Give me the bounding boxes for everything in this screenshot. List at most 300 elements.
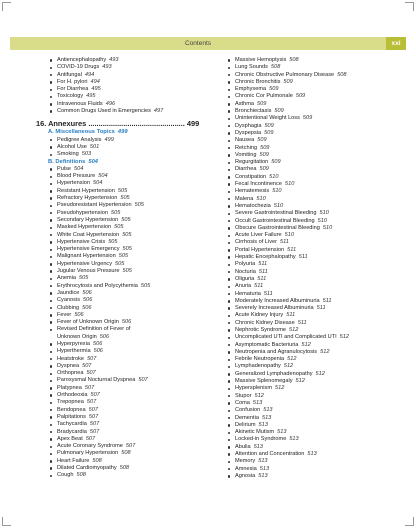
bullet-icon [50, 205, 52, 207]
toc-entry-page: 510 [322, 224, 333, 231]
toc-entry[interactable] [48, 414, 218, 421]
bullet-icon [50, 197, 52, 199]
toc-entry-page: 508 [121, 450, 131, 457]
bullet-icon [228, 205, 230, 207]
toc-entry-page: 506 [93, 348, 103, 355]
toc-entry[interactable] [226, 196, 396, 203]
toc-entry[interactable] [48, 210, 218, 217]
toc-entry[interactable] [226, 247, 396, 254]
toc-entry[interactable] [226, 239, 396, 246]
toc-entry[interactable] [48, 72, 218, 79]
bullet-icon [50, 380, 52, 382]
toc-entry-page: 507 [85, 435, 96, 442]
bullet-icon [228, 191, 230, 193]
toc-entry[interactable] [48, 188, 218, 195]
toc-entry-page: 512 [301, 341, 311, 348]
toc-entry[interactable] [226, 407, 396, 414]
toc-entry-label: Massive Splenomegaly [235, 378, 293, 385]
toc-entry[interactable] [226, 86, 396, 93]
toc-entry[interactable] [48, 101, 218, 108]
bullet-icon [228, 329, 230, 331]
toc-entry-label: Erythrocytosis and Polycythemia [57, 282, 138, 289]
toc-entry[interactable] [226, 385, 396, 392]
toc-entry-label: Cirrhosis of Liver [235, 239, 277, 246]
toc-entry-label: Portal Hypertension [235, 246, 285, 253]
toc-entry-page: 507 [84, 384, 95, 391]
toc-entry-label: Resistant Hypertension [57, 187, 115, 194]
toc-entry[interactable] [48, 224, 218, 231]
toc-entry-page: 505 [122, 246, 132, 253]
toc-entry-page: 509 [269, 86, 279, 93]
bullet-icon [228, 242, 230, 244]
toc-entry-label: Hypertension [57, 180, 90, 187]
toc-entry[interactable] [48, 151, 218, 158]
toc-entry-page: 505 [114, 224, 124, 231]
toc-entry[interactable] [48, 217, 218, 224]
toc-entry[interactable] [226, 415, 396, 422]
header-title: Contents [184, 40, 212, 47]
toc-entry-page: 510 [273, 202, 284, 209]
bullet-icon [50, 438, 52, 440]
bullet-icon [228, 402, 230, 404]
bullet-icon [50, 358, 52, 360]
toc-entry[interactable] [226, 400, 396, 407]
toc-entry[interactable] [48, 377, 218, 384]
toc-entry-label: Fever of Unknown Origin [57, 319, 119, 326]
toc-entry-page: 511 [287, 246, 297, 253]
toc-entry-page: 507 [89, 421, 100, 428]
toc-entry[interactable] [226, 166, 396, 173]
toc-entry[interactable] [48, 137, 218, 144]
toc-entry-page: 505 [117, 187, 128, 194]
toc-entry-label: Hematemesis [235, 188, 270, 195]
bullet-icon [228, 249, 230, 251]
toc-entry-page: 513 [258, 458, 268, 465]
bullet-icon [50, 219, 52, 221]
bullet-icon [228, 293, 230, 295]
toc-entry[interactable] [48, 290, 218, 297]
toc-entry-page: 506 [121, 319, 132, 326]
bullet-icon [50, 402, 52, 404]
bullet-icon [50, 321, 52, 323]
toc-entry-label: Asymptomatic Bacteriuria [235, 341, 299, 348]
toc-entry-page: 495 [86, 93, 96, 100]
bullet-icon [50, 446, 52, 448]
bullet-icon [50, 89, 52, 91]
toc-entry[interactable] [48, 385, 218, 392]
toc-entry-page: 506 [82, 289, 92, 296]
bullet-icon [228, 176, 230, 178]
chapter-leader: ............................................... [88, 119, 187, 129]
toc-entry[interactable] [226, 473, 396, 480]
bullet-icon [228, 198, 230, 200]
toc-entry[interactable] [226, 334, 396, 341]
toc-entry[interactable] [48, 319, 218, 326]
toc-entry-label: Regurgitation [235, 159, 269, 166]
toc-entry[interactable] [226, 64, 396, 71]
toc-entry-page: 509 [264, 122, 274, 129]
toc-entry[interactable] [226, 305, 396, 312]
toc-entry[interactable] [48, 246, 218, 253]
toc-entry-page: 512 [283, 363, 294, 370]
toc-entry[interactable] [48, 195, 218, 202]
toc-entry[interactable] [226, 225, 396, 232]
toc-entry-page: 511 [279, 239, 289, 246]
toc-entry-page: 511 [286, 312, 296, 319]
toc-entry-page: 505 [134, 202, 144, 209]
toc-entry-label: Generalized Lymphadenopathy [235, 370, 313, 377]
bullet-icon [228, 432, 230, 434]
chapter-heading[interactable] [36, 119, 218, 128]
contents-column-right [226, 57, 396, 480]
toc-entry-label: Chronic Obstructive Pulmonary Disease [235, 71, 335, 78]
toc-entry[interactable] [48, 239, 218, 246]
toc-entry-page: 509 [256, 100, 267, 107]
toc-entry-label: Trepopnea [57, 399, 84, 406]
toc-entry-label: Orthopnea [57, 370, 84, 377]
toc-entry[interactable] [48, 407, 218, 414]
toc-entry-page: 513 [263, 407, 273, 414]
section-heading-a[interactable] [48, 129, 218, 136]
toc-entry[interactable] [226, 283, 396, 290]
toc-entry-page: 504 [92, 180, 103, 187]
toc-entry-label: Chronic Cor Pulmonale [235, 93, 293, 100]
bullet-icon [50, 212, 52, 214]
toc-entry[interactable] [48, 305, 218, 312]
toc-entry[interactable] [226, 276, 396, 283]
toc-entry-label: Diarrhea [235, 166, 257, 173]
toc-entry[interactable] [48, 363, 218, 370]
toc-entry[interactable] [48, 399, 218, 406]
toc-entry-page: 507 [87, 355, 97, 362]
toc-entry[interactable] [226, 130, 396, 137]
toc-entry-label: Amnesia [235, 465, 257, 472]
toc-entry-label: Heatstroke [57, 355, 85, 362]
toc-entry[interactable] [226, 145, 396, 152]
toc-entry-page: 497 [153, 108, 164, 115]
toc-entry[interactable] [226, 342, 396, 349]
toc-entry[interactable] [226, 444, 396, 451]
toc-entry-label: Bendopnea [57, 406, 86, 413]
toc-entry[interactable] [226, 466, 396, 473]
toc-entry[interactable] [48, 166, 218, 173]
toc-entry-page: 507 [88, 406, 98, 413]
toc-entry[interactable] [48, 268, 218, 275]
section-heading-b[interactable] [48, 159, 218, 166]
toc-entry-page: 512 [320, 348, 330, 355]
toc-entry[interactable] [48, 108, 218, 115]
toc-entry[interactable] [226, 108, 396, 115]
bullet-icon [228, 59, 230, 61]
toc-entry-label: Severe Gastrointestinal Bleeding [235, 210, 317, 217]
toc-entry-label: Hypersplenism [235, 385, 272, 392]
toc-entry-label: Clubbing [57, 304, 80, 311]
toc-entry[interactable] [226, 152, 396, 159]
bullet-icon [228, 380, 230, 382]
bullet-icon [50, 365, 52, 367]
toc-entry[interactable] [226, 298, 396, 305]
toc-entry[interactable] [48, 57, 218, 64]
toc-entry-page: 513 [258, 472, 268, 479]
toc-entry[interactable] [226, 174, 396, 181]
bullet-icon [228, 140, 230, 142]
toc-entry[interactable] [48, 79, 218, 86]
toc-entry[interactable] [48, 180, 218, 187]
toc-entry[interactable] [48, 429, 218, 436]
toc-entry[interactable] [48, 370, 218, 377]
bullet-icon [228, 125, 230, 127]
toc-entry-page: 512 [287, 356, 297, 363]
toc-entry-label: Dyspnea [57, 362, 80, 369]
bullet-icon [228, 67, 230, 69]
toc-entry-label: Dyspepsia [235, 129, 262, 136]
toc-entry-label: For H. pylori [57, 78, 88, 85]
toc-entry[interactable] [226, 210, 396, 217]
bullet-icon [228, 322, 230, 324]
bullet-icon [50, 292, 52, 294]
bullet-icon [228, 475, 230, 477]
bullet-icon [228, 424, 230, 426]
toc-entry-page: 505 [111, 209, 121, 216]
toc-entry[interactable] [226, 181, 396, 188]
toc-entry[interactable] [48, 472, 218, 479]
toc-entry-page: 505 [122, 268, 132, 275]
bullet-icon [228, 337, 230, 339]
toc-entry-label: COVID-19 Drugs [57, 64, 100, 71]
toc-entry[interactable] [48, 202, 218, 209]
bullet-icon [50, 256, 52, 258]
toc-entry[interactable] [226, 393, 396, 400]
toc-entry[interactable] [48, 326, 218, 341]
bullet-icon [50, 409, 52, 411]
toc-entry[interactable] [226, 363, 396, 370]
bullet-icon [50, 329, 52, 331]
toc-entry-label: Anemia [57, 275, 76, 282]
crop-mark [405, 517, 414, 526]
toc-entry-label: Severely Increased Albuminuria [235, 305, 314, 312]
toc-entry[interactable] [226, 349, 396, 356]
bullet-icon [228, 169, 230, 171]
bullet-icon [50, 176, 52, 178]
toc-entry[interactable] [226, 123, 396, 130]
toc-entry-page: 509 [295, 93, 306, 100]
bullet-icon [228, 264, 230, 266]
toc-entry-label: Jugular Venous Pressure [57, 268, 120, 275]
section-page: 504 [88, 158, 99, 165]
toc-entry[interactable] [226, 79, 396, 86]
toc-entry-label: Agnosia [235, 472, 256, 479]
toc-entry[interactable] [48, 64, 218, 71]
toc-entry-label: Chronic Bronchitis [235, 78, 281, 85]
toc-entry-page: 511 [258, 261, 268, 268]
toc-entry[interactable] [48, 173, 218, 180]
toc-entry[interactable] [226, 93, 396, 100]
toc-entry[interactable] [226, 159, 396, 166]
bullet-icon [50, 103, 52, 105]
toc-entry[interactable] [226, 203, 396, 210]
toc-entry-page: 507 [90, 392, 100, 399]
toc-entry-page: 507 [125, 443, 136, 450]
toc-entry-page: 508 [270, 64, 281, 71]
bullet-icon [50, 307, 52, 309]
chapter-number: 16. [36, 119, 49, 129]
toc-entry[interactable] [226, 320, 396, 327]
toc-entry[interactable] [226, 72, 396, 79]
toc-entry[interactable] [226, 451, 396, 458]
toc-entry[interactable] [48, 283, 218, 290]
toc-entry-page: 513 [258, 421, 268, 428]
toc-entry-label: Masked Hypertension [57, 224, 112, 231]
toc-entry[interactable] [48, 392, 218, 399]
toc-entry-page: 508 [289, 57, 299, 63]
toc-entry[interactable] [226, 269, 396, 276]
toc-entry-label: Coma [235, 399, 250, 406]
bullet-icon [50, 373, 52, 375]
toc-entry-label: Acute Kidney Injury [235, 312, 284, 319]
toc-entry-page: 509 [259, 166, 269, 173]
toc-entry[interactable] [226, 371, 396, 378]
toc-entry[interactable] [48, 93, 218, 100]
toc-entry[interactable] [48, 312, 218, 319]
toc-entry-page: 511 [298, 254, 308, 261]
toc-entry[interactable] [48, 436, 218, 443]
toc-entry[interactable] [226, 356, 396, 363]
bullet-icon [50, 263, 52, 265]
toc-entry-page: 511 [297, 319, 307, 326]
toc-entry-label: Anuria [235, 283, 252, 290]
bullet-icon [228, 81, 230, 83]
toc-entry[interactable] [48, 144, 218, 151]
toc-entry-label: Bradycardia [57, 428, 87, 435]
toc-entry[interactable] [226, 436, 396, 443]
toc-entry-label: Hypertensive Emergency [57, 246, 120, 253]
toc-entry[interactable] [226, 254, 396, 261]
toc-entry-label: Occult Gastrointestinal Bleeding [235, 217, 315, 224]
toc-entry[interactable] [226, 232, 396, 239]
toc-entry-label: Acute Liver Failure [235, 232, 282, 239]
toc-entry-page: 508 [76, 472, 86, 479]
toc-entry-label: Dilated Cardiomyopathy [57, 465, 117, 472]
section-page: 499 [117, 129, 128, 136]
toc-entry-label: Polyuria [235, 261, 256, 268]
toc-entry[interactable] [226, 188, 396, 195]
toc-entry-page: 510 [284, 232, 294, 239]
toc-entry-page: 505 [118, 253, 129, 260]
toc-entry-label: Nausea [235, 137, 255, 144]
bullet-icon [50, 270, 52, 272]
toc-entry[interactable] [48, 253, 218, 260]
bullet-icon [50, 241, 52, 243]
toc-entry-page: 507 [89, 428, 100, 435]
toc-entry-label: Constipation [235, 173, 267, 180]
toc-entry-label: Emphysema [235, 86, 267, 93]
toc-entry[interactable] [226, 312, 396, 319]
bullet-icon [50, 300, 52, 302]
chapter-title: Annexures [48, 119, 89, 129]
toc-entry[interactable] [48, 443, 218, 450]
toc-entry[interactable] [226, 101, 396, 108]
toc-entry-page: 505 [140, 282, 151, 289]
toc-entry[interactable] [48, 297, 218, 304]
bullet-icon [50, 146, 52, 148]
toc-entry-page: 511 [316, 305, 326, 312]
toc-entry-page: 506 [92, 340, 103, 347]
toc-entry-page: 509 [257, 137, 267, 144]
toc-entry[interactable] [48, 275, 218, 282]
toc-entry[interactable] [226, 115, 396, 122]
toc-entry-label: Paroxysmal Nocturnal Dyspnea [57, 377, 136, 384]
toc-entry[interactable] [48, 421, 218, 428]
toc-entry-label: Memory [235, 458, 256, 465]
toc-entry-page: 501 [89, 143, 100, 150]
toc-entry-label: For Diarrhea [57, 86, 89, 93]
toc-entry[interactable] [48, 261, 218, 268]
toc-entry-page: 509 [259, 151, 269, 158]
section-label: A. Miscellaneous Topics [48, 129, 115, 136]
toc-entry[interactable] [226, 378, 396, 385]
toc-entry[interactable] [226, 218, 396, 225]
toc-entry-label: Unintentional Weight Loss [235, 115, 300, 122]
bullet-icon [228, 227, 230, 229]
toc-entry[interactable] [48, 356, 218, 363]
bullet-icon [50, 139, 52, 141]
toc-entry[interactable] [226, 458, 396, 465]
toc-entry-page: 513 [252, 399, 263, 406]
bullet-icon [228, 366, 230, 368]
toc-entry-label: Antiencephalopathy [57, 57, 107, 63]
bullet-icon [228, 351, 230, 353]
toc-entry[interactable] [48, 86, 218, 93]
toc-entry[interactable] [226, 57, 396, 64]
toc-entry-label: Pseudoresistant Hypertension [57, 202, 132, 209]
toc-entry-page: 509 [271, 159, 281, 166]
toc-entry[interactable] [226, 327, 396, 334]
toc-entry-page: 505 [78, 275, 89, 282]
bullet-icon [228, 256, 230, 258]
toc-entry-label: Fever [57, 311, 72, 318]
toc-entry-page: 507 [86, 399, 97, 406]
toc-entry[interactable] [226, 291, 396, 298]
toc-entry[interactable] [48, 232, 218, 239]
toc-entry-page: 507 [138, 377, 148, 384]
toc-entry-page: 510 [319, 210, 329, 217]
toc-entry-label: Fecal Incontinence [235, 181, 282, 188]
toc-entry[interactable] [226, 429, 396, 436]
toc-entry[interactable] [48, 341, 218, 348]
toc-entry[interactable] [48, 465, 218, 472]
toc-entry-label: Abulia [235, 443, 251, 450]
toc-entry[interactable] [48, 458, 218, 465]
toc-entry-label: Delirium [235, 421, 256, 428]
toc-entry[interactable] [48, 450, 218, 457]
toc-entry-label: Hypertensive Crisis [57, 238, 106, 245]
toc-entry[interactable] [226, 261, 396, 268]
bullet-icon [50, 343, 52, 345]
toc-entry-page: 513 [277, 429, 287, 436]
toc-entry-label: Hyperpyrexia [57, 340, 90, 347]
bullet-icon [50, 168, 52, 170]
bullet-icon [228, 271, 230, 273]
crop-mark [2, 2, 11, 11]
toc-entry[interactable] [226, 422, 396, 429]
toc-entry-page: 508 [337, 71, 347, 78]
bullet-icon [228, 344, 230, 346]
toc-entry[interactable] [226, 137, 396, 144]
toc-entry[interactable] [48, 348, 218, 355]
toc-entry-label: Heart Failure [57, 457, 90, 464]
toc-entry-page: 506 [74, 311, 84, 318]
bullet-icon [50, 460, 52, 462]
